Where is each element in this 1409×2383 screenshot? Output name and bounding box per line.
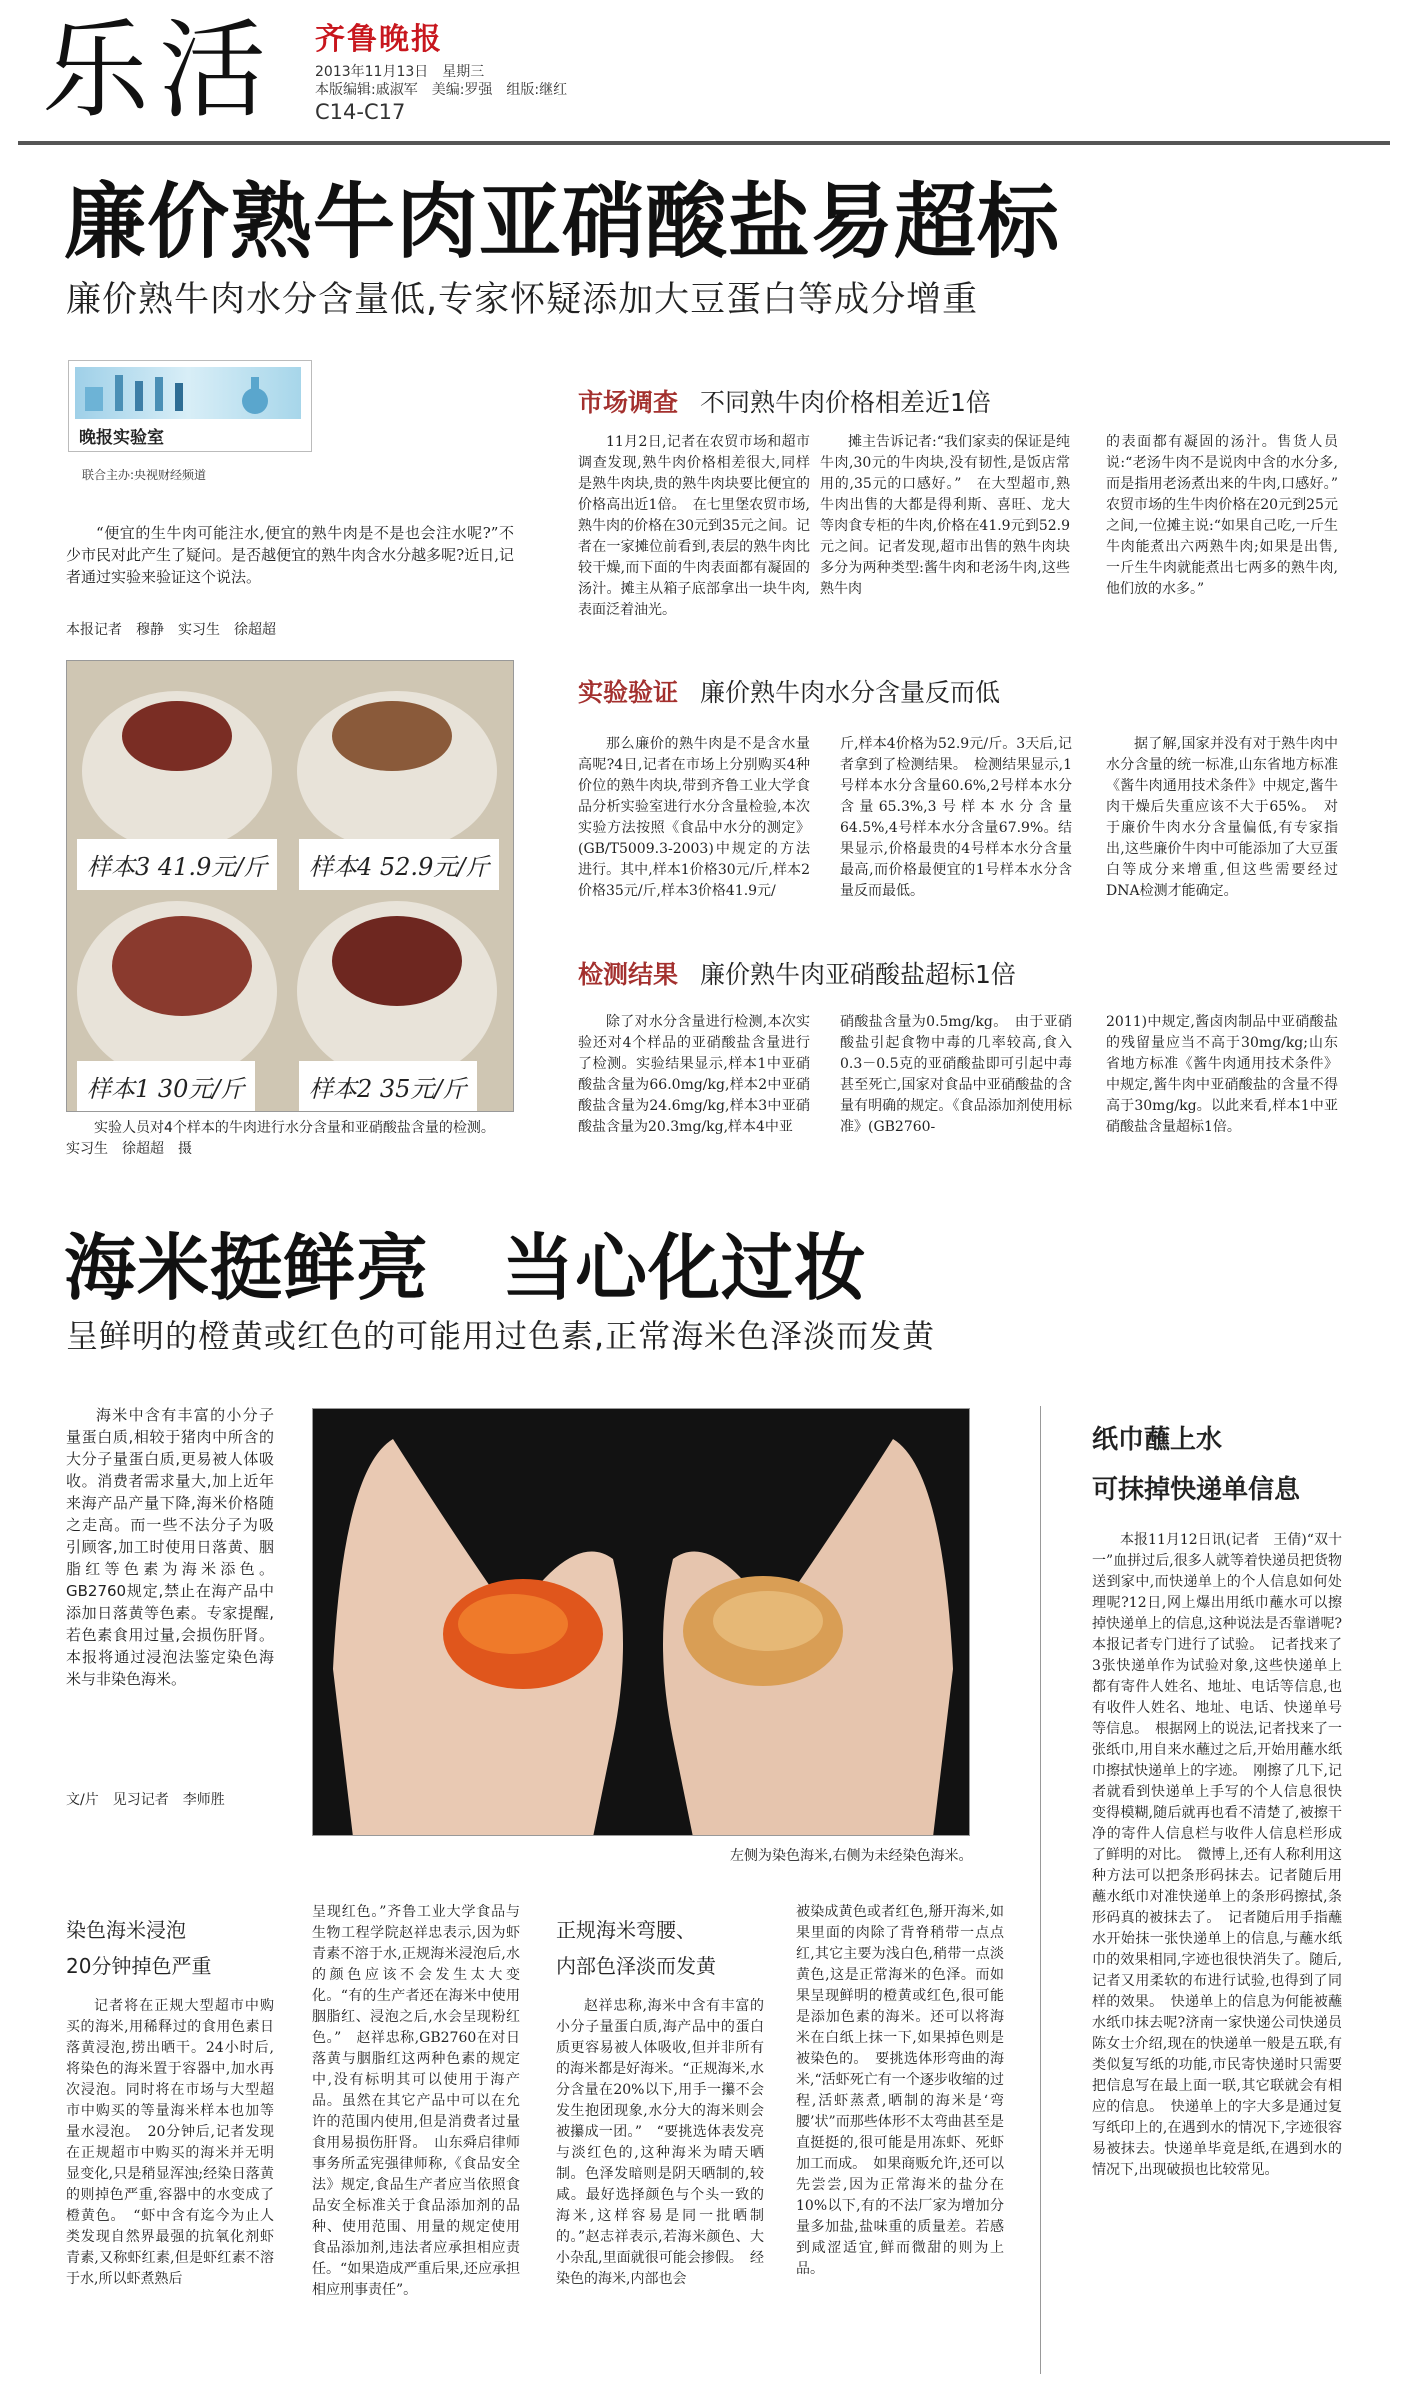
lab-icon [75, 367, 301, 419]
sample-label-3: 样本3 41.9元/斤 [77, 839, 277, 890]
sidebar-head-2: 可抹掉快递单信息 [1092, 1475, 1301, 1505]
lab-sub: 联合主办:央视财经频道 [82, 468, 207, 482]
intro-beef: “便宜的生牛肉可能注水,便宜的熟牛肉是不是也会注水呢?”不少市民对此产生了疑问。是否越便宜的熟牛肉含水分越多呢?近日,记者通过实验来验证这个说法。 [66, 524, 514, 586]
deck-beef: 廉价熟牛肉水分含量低,专家怀疑添加大豆蛋白等成分增重 [66, 280, 979, 320]
section-title: 乐活 [42, 9, 277, 133]
sample-label-1: 样本1 30元/斤 [77, 1061, 255, 1112]
market-col-2: 摊主告诉记者:“我们家卖的保证是纯牛肉,30元的牛肉块,没有韧性,是饭店常用的,35元的口感好。” 在大型超市,熟牛肉出售的大都是得利斯、喜旺、龙大等肉食专柜的牛肉,价格在41.9元到52.9元之间。记者发现,超市出售的熟牛肉块多分为两种类型:酱牛肉和老汤牛肉,这些熟牛肉 [820, 434, 1070, 597]
lab-box [68, 360, 312, 452]
shrimp-sub1-head2: 20分钟掉色严重 [66, 1954, 212, 1978]
photo-caption-beef: 实验人员对4个样本的牛肉进行水分含量和亚硝酸盐含量的检测。 实习生 徐超超 摄 [66, 1120, 516, 1157]
experiment-col-1: 那么廉价的熟牛肉是不是含水量高呢?4日,记者在市场上分别购买4种价位的熟牛肉块,带到齐鲁工业大学食品分析实验室进行水分含量检验,本次实验方法按照《食品中水分的测定》(GB/T5009.3-2003)中规定的方法进行。其中,样本1价格30元/斤,样本2价格35元/斤,样本3价格41.9元/ [578, 736, 810, 899]
subhead-title: 廉价熟牛肉亚硝酸盐超标1倍 [700, 960, 1016, 989]
sample-label-4: 样本4 52.9元/斤 [299, 839, 499, 890]
experiment-col-2: 斤,样本4价格为52.9元/斤。3天后,记者拿到了检测结果。 检测结果显示,1号样本水分含量60.6%,2号样本水分含量65.3%,3号样本水分含量64.5%,4号样本水分含量67.9%。结果显示,价格最贵的4号样本水分含量最高,而价格最便宜的1号样本水分含量反而最低。 [840, 736, 1072, 899]
shrimp-sub2-text-cont: 被染成黄色或者红色,掰开海米,如果里面的肉除了背脊稍带一点点红,其它主要为浅白色,稍带一点淡黄色,这是正常海米的色泽。而如果呈现鲜明的橙黄或红色,很可能是添加色素的海米。还可以将海米在白纸上抹一下,如果掉色则是被染色的。 要挑选体形弯曲的海米,“活虾死亡有一个逐步收缩的过程,活虾蒸煮,晒制的海米是‘弯腰’状”而那些体形不太弯曲甚至是直挺挺的,很可能是用冻虾、死虾加工而成。 如果商贩允许,还可以先尝尝,因为正常海米的盐分在10%以下,有的不法厂家为增加分量多加盐,盐味重的质量差。若感到咸涩适宜,鲜而微甜的则为上品。 [796, 1904, 1004, 2277]
results-col-1: 除了对水分含量进行检测,本次实验还对4个样品的亚硝酸盐含量进行了检测。实验结果显示,样本1中亚硝酸盐含量为66.0mg/kg,样本2中亚硝酸盐含量为24.6mg/kg,样本3中亚硝酸盐含量为20.3mg/kg,样本4中亚 [578, 1014, 810, 1135]
lab-title: 晚报实验室 [79, 428, 164, 448]
masthead-rule [18, 141, 1390, 145]
experiment-col-3: 据了解,国家并没有对于熟牛肉中水分含量的统一标准,山东省地方标准《酱牛肉通用技术条件》中规定,酱牛肉干燥后失重应该不大于65%。 对于廉价牛肉水分含量偏低,有专家指出,这些廉价牛肉中可能添加了大豆蛋白等成分来增重,但这些需要经过DNA检测才能确定。 [1106, 736, 1338, 899]
subhead-key: 市场调查 [578, 388, 679, 417]
intro-shrimp: 海米中含有丰富的小分子量蛋白质,相较于猪肉中所含的大分子量蛋白质,更易被人体吸收。消费者需求量大,加上近年来海产品产量下降,海米价格随之走高。而一些不法分子为吸引顾客,加工时使用日落黄、胭脂红等色素为海米添色。GB2760规定,禁止在海产品中添加日落黄等色素。专家提醒,若色素食用过量,会损伤肝肾。本报将通过浸泡法鉴定染色海米与非染色海米。 [66, 1406, 274, 1688]
subhead-results [578, 960, 1016, 990]
byline-beef: 本报记者 穆静 实习生 徐超超 [66, 622, 276, 638]
subhead-experiment [578, 678, 1000, 708]
shrimp-sub1-text: 记者将在正规大型超市中购买的海米,用稀释过的食用色素日落黄浸泡,捞出晒干。24小时后,将染色的海米置于容器中,加水再次浸泡。同时将在市场与大型超市中购买的等量海米样本也加等量水浸泡。 20分钟后,记者发现在正规超市中购买的海米并无明显变化,只是稍显浑浊;经染日落黄的则掉色严重,容器中的水变成了橙黄色。 “虾中含有迄今为止人类发现自然界最强的抗氧化剂虾青素,又称虾红素,但是虾红素不溶于水,所以虾煮熟后 [66, 1998, 274, 2287]
headline-beef: 廉价熟牛肉亚硝酸盐易超标 [64, 175, 1061, 270]
credits: 本版编辑:戚淑军 美编:罗强 组版:继红 [315, 82, 568, 98]
shrimp-sub1-text-cont: 呈现红色。”齐鲁工业大学食品与生物工程学院赵祥忠表示,因为虾青素不溶于水,正规海米浸泡后,水的颜色应该不会发生太大变化。“有的生产者还在海米中使用胭脂红、浸泡之后,水会呈现粉红色。” 赵祥忠称,GB2760在对日落黄与胭脂红这两种色素的规定中,没有标明其可以使用于海产品。虽然在其它产品中可以在允许的范围内使用,但是消费者过量食用易损伤肝肾。 山东舜启律师事务所孟宪强律师称,《食品安全法》规定,食品生产者应当依照食品安全标准关于食品添加剂的品种、使用范围、用量的规定使用食品添加剂,违法者应承担相应责任。“如果造成严重后果,还应承担相应刑事责任”。 [312, 1904, 520, 2298]
subhead-title: 廉价熟牛肉水分含量反而低 [700, 678, 1001, 707]
market-col-1: 11月2日,记者在农贸市场和超市调查发现,熟牛肉价格相差很大,同样是熟牛肉块,贵的熟牛肉块要比便宜的价格高出近1倍。 在七里堡农贸市场,熟牛肉的价格在30元到35元之间。记者在一家摊位前看到,表层的熟牛肉比较干燥,而下面的牛肉表面都有凝固的汤汁。摊主从箱子底部拿出一块牛肉,表面泛着油光。 [578, 434, 810, 618]
market-col-3: 的表面都有凝固的汤汁。售货人员说:“老汤牛肉不是说肉中含的水分多,而是指用老汤煮出来的牛肉,口感好。” 农贸市场的生牛肉价格在20元到25元之间,一位摊主说:“如果自己吃,一斤生牛肉能煮出六两熟牛肉;如果是出售,一斤生牛肉就能煮出七两多的熟牛肉,他们放的水多。” [1106, 434, 1352, 597]
shrimp-photo [312, 1408, 970, 1836]
paper-logo: 齐鲁晚报 [315, 22, 443, 57]
deck-shrimp: 呈鲜明的橙黄或红色的可能用过色素,正常海米色泽淡而发黄 [66, 1317, 936, 1355]
byline-shrimp: 文/片 见习记者 李师胜 [66, 1792, 225, 1808]
subhead-market [578, 388, 991, 418]
shrimp-sub2-head2: 内部色泽淡而发黄 [556, 1954, 716, 1978]
headline-shrimp: 海米挺鲜亮 当心化过妆 [64, 1226, 868, 1310]
issue-date: 2013年11月13日 星期三 [315, 64, 485, 80]
beef-photo [66, 660, 514, 1112]
subhead-key: 实验验证 [578, 678, 679, 707]
sidebar-text: 本报11月12日讯(记者 王倩)“双十一”血拼过后,很多人就等着快递员把货物送到家中,而快递单上的个人信息如何处理呢?12日,网上爆出用纸巾蘸水可以擦掉快递单上的信息,这种说法是否靠谱呢?本报记者专门进行了试验。 记者找来了3张快递单作为试验对象,这些快递单上都有寄件人姓名、地址、电话等信息,也有收件人姓名、地址、电话、快递单号等信息。 根据网上的说法,记者找来了一张纸巾,用自来水蘸过之后,开始用蘸水纸巾擦拭快递单上的字迹。 刚擦了几下,记者就看到快递单上手写的个人信息很快变得模糊,随后就再也看不清楚了,被擦干净的寄件人信息栏与收件人信息栏形成了鲜明的对比。 微博上,还有人称利用这种方法可以把条形码抹去。记者随后用蘸水纸巾对准快递单上的条形码擦拭,条形码真的被抹去了。 记者随后用手指蘸水开始抹一张快递单上的信息,与蘸水纸巾的效果相同,字迹也很快消失了。随后,记者又用柔软的布进行试验,也得到了同样的效果。 快递单上的信息为何能被蘸水纸巾抹去呢?济南一家快递公司快递员陈女士介绍,现在的快递单一般是五联,有类似复写纸的功能,市民寄快递时只需要把信息写在最上面一联,其它联就会有相应的信息。 快递单上的字大多是通过复写纸印上的,在遇到水的情况下,字迹很容易被抹去。快递单毕竟是纸,在遇到水的情况下,出现破损也比较常见。 [1092, 1532, 1342, 2178]
results-col-2: 硝酸盐含量为0.5mg/kg。 由于亚硝酸盐引起食物中毒的几率较高,食入0.3－0.5克的亚硝酸盐即可引起中毒甚至死亡,国家对食品中亚硝酸盐的含量有明确的规定。《食品添加剂使用标准》(GB2760- [840, 1014, 1072, 1135]
page-range: C14-C17 [315, 100, 406, 124]
subhead-key: 检测结果 [578, 960, 679, 989]
shrimp-sub2-head1: 正规海米弯腰、 [556, 1918, 696, 1942]
shrimp-sub1-head1: 染色海米浸泡 [66, 1918, 186, 1942]
shrimp-sub2-text: 赵祥忠称,海米中含有丰富的小分子量蛋白质,海产品中的蛋白质更容易被人体吸收,但并非所有的海米都是好海米。“正规海米,水分含量在20%以下,用手一攥不会发生抱团现象,水分大的海米则会被攥成一团。” “要挑选体表发亮与淡红色的,这种海米为晴天晒制。色泽发暗则是阴天晒制的,较咸。最好选择颜色与个头一致的海米,这样容易是同一批晒制的。”赵志祥表示,若海米颜色、大小杂乱,里面就很可能会掺假。 经染色的海米,内部也会 [556, 1998, 764, 2287]
subhead-title: 不同熟牛肉价格相差近1倍 [700, 388, 991, 417]
sample-label-2: 样本2 35元/斤 [299, 1061, 477, 1112]
sidebar-divider [1040, 1406, 1041, 2374]
sidebar-head-1: 纸巾蘸上水 [1092, 1425, 1223, 1455]
photo-caption-shrimp: 左侧为染色海米,右侧为未经染色海米。 [730, 1848, 973, 1864]
results-col-3: 2011)中规定,酱卤肉制品中亚硝酸盐的残留量应当不高于30mg/kg;山东省地方标准《酱牛肉通用技术条件》中规定,酱牛肉中亚硝酸盐的含量不得高于30mg/kg。以此来看,样本1中亚硝酸盐含量超标1倍。 [1106, 1014, 1338, 1135]
